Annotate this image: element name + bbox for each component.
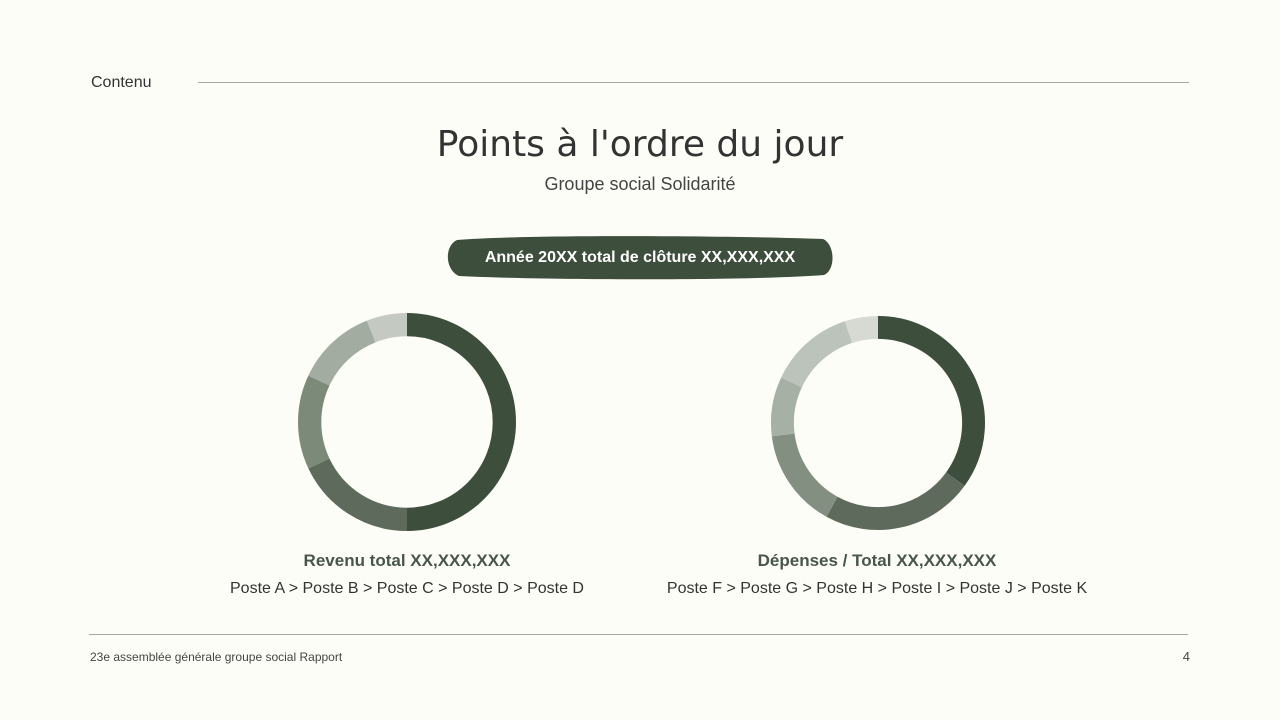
donut-slice-2 [832, 479, 955, 518]
section-label: Contenu [91, 74, 152, 91]
donut-slice-4 [782, 382, 791, 435]
revenue-donut-chart [296, 311, 518, 533]
header-divider [198, 82, 1189, 83]
donut-slice-3 [783, 435, 832, 507]
donut-slice-1 [878, 327, 974, 479]
footer-divider [89, 634, 1188, 635]
revenue-chart-title: Revenu total XX,XXX,XXX [303, 551, 511, 570]
footer-report-title: 23e assemblée générale groupe social Rapport [90, 650, 343, 664]
donut-slice-6 [848, 327, 878, 332]
page-subtitle: Groupe social Solidarité [544, 174, 736, 194]
donut-slice-5 [792, 332, 849, 382]
donut-slice-1 [407, 325, 504, 520]
page-title: Points à l'ordre du jour [436, 124, 844, 165]
donut-slice-2 [319, 463, 407, 519]
closing-total-text: Année 20XX total de clôture XX,XXX,XXX [484, 248, 796, 266]
donut-slice-3 [310, 381, 319, 464]
expenses-items: Poste F > Poste G > Poste H > Poste I > Poste J > Poste K [666, 580, 1088, 597]
expenses-donut-chart [769, 314, 987, 532]
page-number: 4 [1182, 649, 1190, 664]
expenses-chart-title: Dépenses / Total XX,XXX,XXX [757, 551, 997, 570]
closing-total-banner [447, 234, 833, 281]
donut-slice-4 [319, 331, 371, 380]
donut-slice-5 [371, 325, 407, 332]
revenue-items: Poste A > Poste B > Poste C > Poste D > Poste D [230, 580, 584, 597]
